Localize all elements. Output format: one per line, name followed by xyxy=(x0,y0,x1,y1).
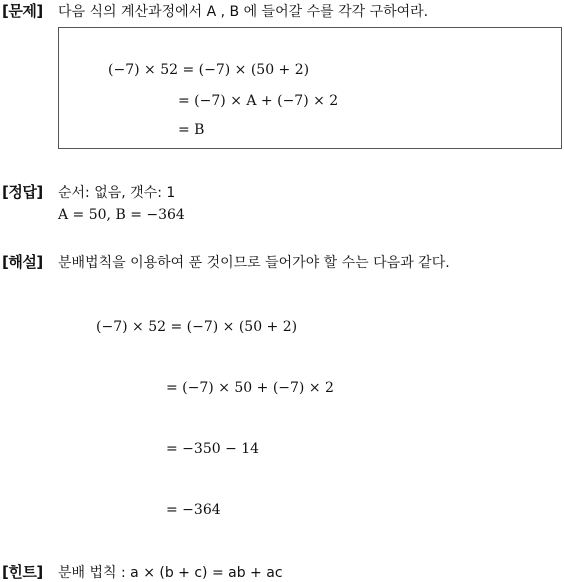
solution-line-1: (−7) × 52 = (−7) × (50 + 2) xyxy=(96,319,298,335)
hint-tag: [힌트] xyxy=(2,563,43,581)
solution-line-2: = (−7) × 50 + (−7) × 2 xyxy=(166,380,334,396)
solution-text: 분배법칙을 이용하여 푼 것이므로 들어가야 할 수는 다음과 같다. xyxy=(58,255,450,271)
solution-line-3: = −350 − 14 xyxy=(166,441,260,457)
problem-line-3: = B xyxy=(178,122,205,138)
problem-line-2: = (−7) × A + (−7) × 2 xyxy=(178,93,339,109)
problem-text: 다음 식의 계산과정에서 A , B 에 들어갈 수를 각각 구하여라. xyxy=(58,4,429,20)
problem-line-1: (−7) × 52 = (−7) × (50 + 2) xyxy=(108,62,310,78)
answer-meta: 순서: 없음, 갯수: 1 xyxy=(58,185,176,201)
solution-line-4: = −364 xyxy=(166,502,221,518)
hint-text: 분배 법칙 : a × (b + c) = ab + ac xyxy=(58,565,283,581)
problem-equation-box xyxy=(58,27,562,149)
answer-tag: [정답] xyxy=(2,183,43,201)
answer-value: A = 50, B = −364 xyxy=(58,207,185,223)
solution-tag: [해설] xyxy=(2,253,43,271)
problem-tag: [문제] xyxy=(2,2,43,20)
